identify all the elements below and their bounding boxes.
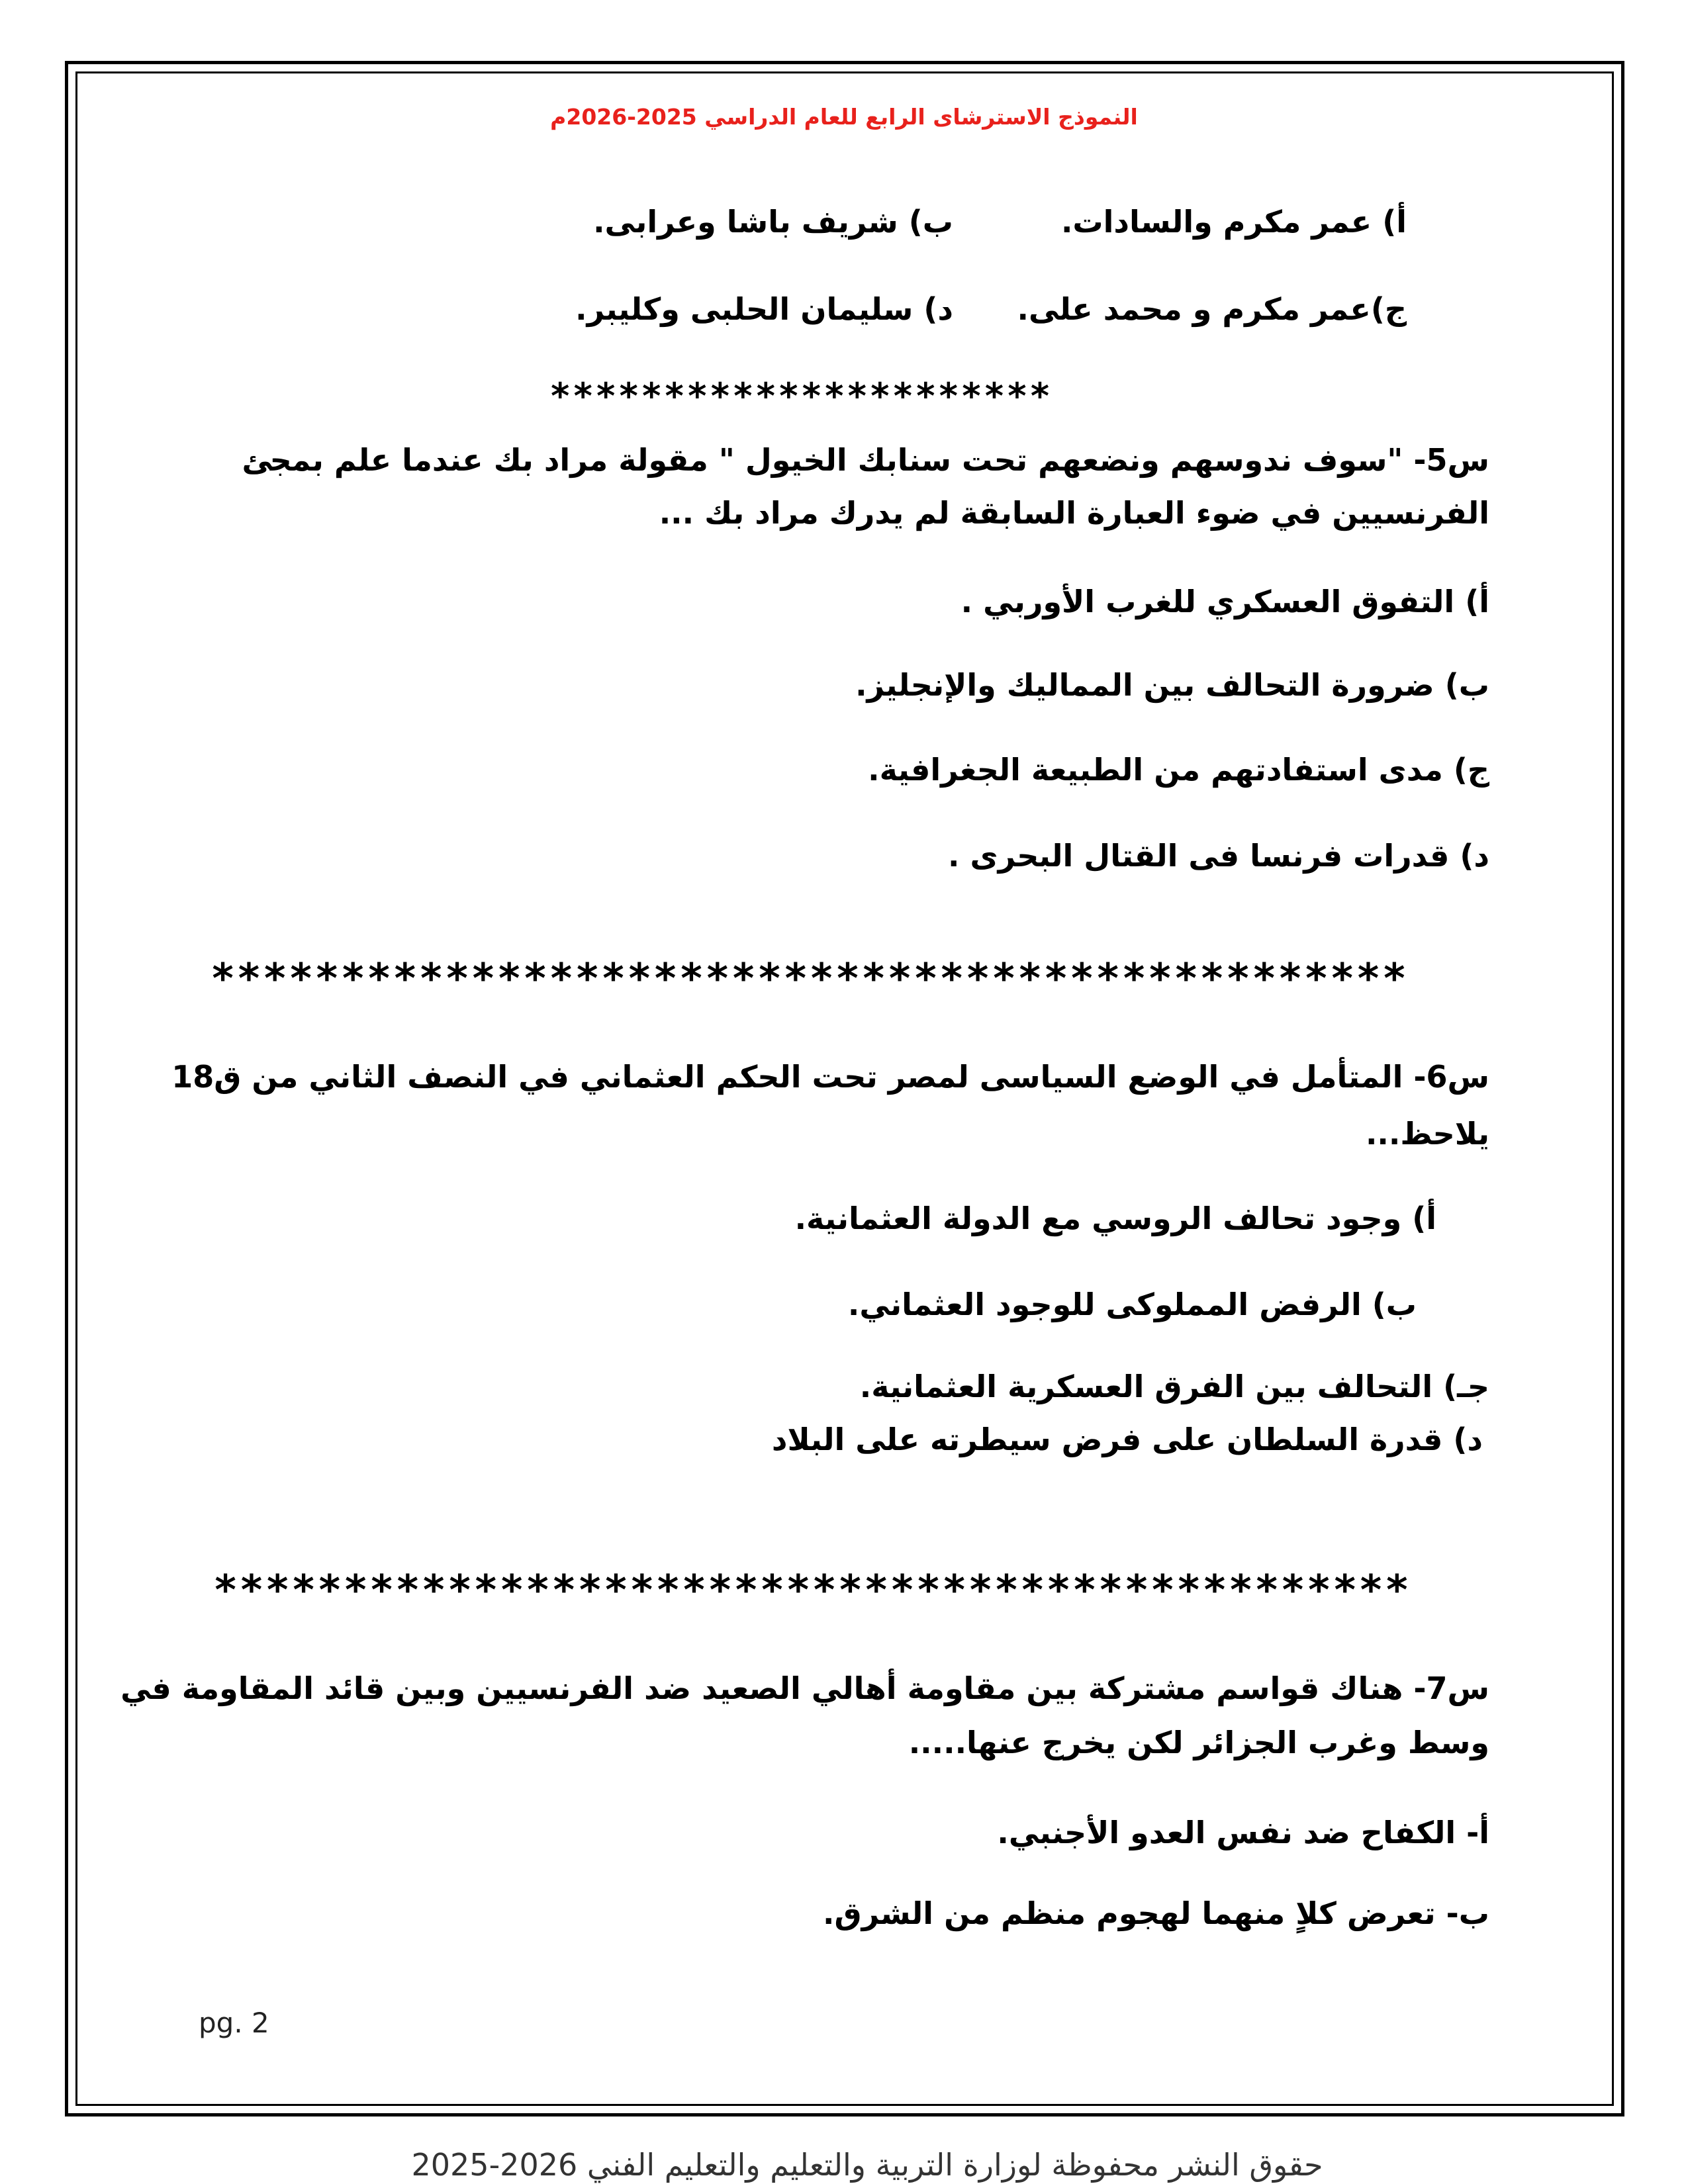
- q6-option-c: جـ) التحالف بين الفرق العسكرية العثمانية.: [859, 1369, 1489, 1404]
- q4-option-d: د) سليمان الحلبى وكليبر.: [575, 291, 953, 327]
- page-title: النموذج الاسترشاى الرابع للعام الدراسي 2025-2026م: [550, 104, 1138, 130]
- q6-option-a: أ) وجود تحالف الروسي مع الدولة العثمانية.: [794, 1201, 1436, 1236]
- q5-stem-line2: الفرنسيين في ضوء العبارة السابقة لم يدرك مراد بك ...: [659, 495, 1489, 531]
- q5-stem-line1: س5- "سوف ندوسهم ونضعهم تحت سنابك الخيول " مقولة مراد بك عندما علم بمجئ: [242, 442, 1489, 478]
- footer-copyright: حقوق النشر محفوظة لوزارة التربية والتعليم والتعليم الفني 2026-2025: [411, 2147, 1323, 2183]
- q5-option-d: د) قدرات فرنسا فى القتال البحرى .: [948, 838, 1489, 874]
- separator-short: **********************: [549, 375, 1053, 417]
- q4-option-c: ج)عمر مكرم و محمد على.: [1017, 291, 1407, 327]
- q6-option-d: د) قدرة السلطان على فرض سيطرته على البلاد: [771, 1422, 1483, 1457]
- q4-option-b: ب) شريف باشا وعرابى.: [593, 204, 953, 240]
- q5-option-a: أ) التفوق العسكري للغرب الأوربي .: [961, 584, 1489, 619]
- page-number: pg. 2: [199, 2007, 269, 2039]
- q6-stem-line2: يلاحظ...: [1365, 1116, 1489, 1152]
- separator-long-1: **********************************************: [211, 954, 1409, 1003]
- q4-option-a: أ) عمر مكرم والسادات.: [1060, 204, 1407, 240]
- q7-option-a: أ- الكفاح ضد نفس العدو الأجنبي.: [997, 1815, 1489, 1850]
- q7-stem-line2: وسط وغرب الجزائر لكن يخرج عنها.....: [908, 1725, 1489, 1760]
- q5-option-b: ب) ضرورة التحالف بين المماليك والإنجليز.: [855, 667, 1489, 703]
- q7-option-b: ب- تعرض كلاٍ منهما لهجوم منظم من الشرق.: [823, 1895, 1489, 1931]
- q6-stem-line1: س6- المتأمل في الوضع السياسى لمصر تحت الحكم العثماني في النصف الثاني من ق18: [171, 1059, 1489, 1095]
- q5-option-c: ج) مدى استفادتهم من الطبيعة الجغرافية.: [868, 752, 1489, 788]
- q7-stem-line1: س7- هناك قواسم مشتركة بين مقاومة أهالي الصعيد ضد الفرنسيين وبين قائد المقاومة في: [120, 1670, 1489, 1706]
- q6-option-b: ب) الرفض المملوكى للوجود العثماني.: [847, 1287, 1417, 1322]
- separator-long-2: **********************************************: [213, 1566, 1411, 1614]
